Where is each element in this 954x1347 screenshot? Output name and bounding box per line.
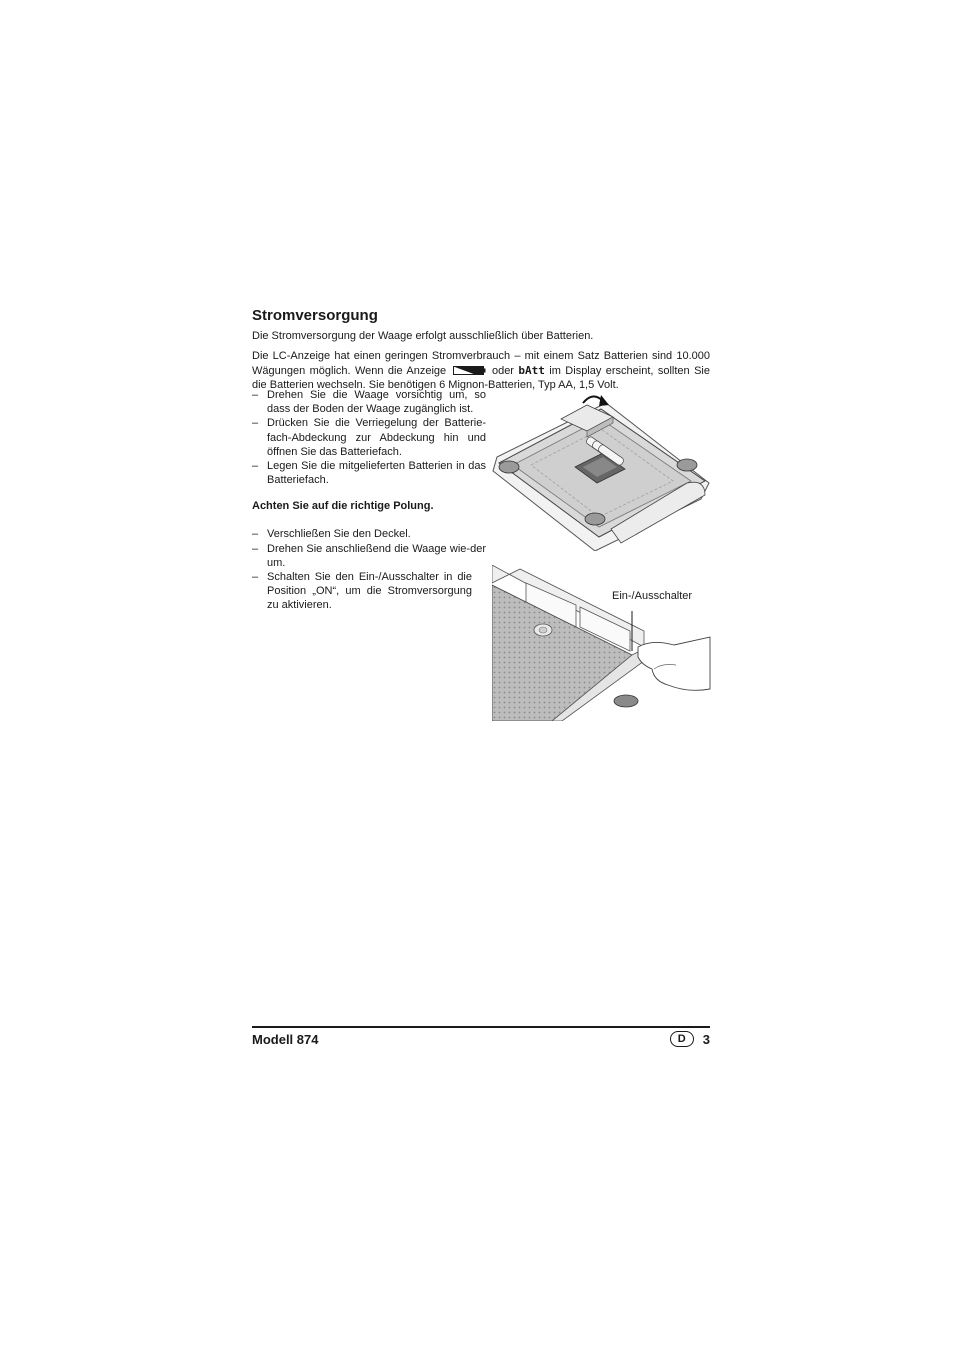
list-item: – Drehen Sie die Waage vorsichtig um, so dass der Boden der Waage zugänglich ist. (252, 388, 486, 416)
list-item: – Schalten Sie den Ein-/Ausschalter in die Position „ON“, um die Stromversorgung zu aktivieren. (252, 570, 472, 613)
scale-underside-illustration (491, 391, 713, 551)
consumption-text-b: im Display erscheint, sollten Sie die Batterien wechseln. Sie benötigen 6 Mignon-Batterien, Typ AA, 1,5 Volt. (252, 364, 710, 392)
switch-label: Ein-/Ausschalter (612, 590, 693, 602)
batt-display-text: bAtt (518, 363, 545, 377)
model-name: Modell 874 (252, 1032, 319, 1047)
country-badge: D (670, 1031, 694, 1047)
battery-low-icon (453, 366, 486, 375)
consumption-text-or: oder (491, 364, 514, 377)
footer-divider (252, 1026, 710, 1028)
consumption-paragraph (252, 349, 710, 392)
list-item: – Legen Sie die mitgelieferten Batterien in das Batteriefach. (252, 459, 486, 487)
steps-list-b (252, 527, 486, 612)
section-title: Stromversorgung (252, 307, 378, 324)
list-item: – Drücken Sie die Verriegelung der Batterie-fach-Abdeckung zur Abdeckung hin und öffnen Sie das Batteriefach. (252, 416, 486, 459)
list-item: – Drehen Sie anschließend die Waage wie-der um. (252, 542, 486, 570)
intro-paragraph: Die Stromversorgung der Waage erfolgt ausschließlich über Batterien. (252, 330, 594, 342)
page-footer-right (670, 1031, 710, 1047)
list-item: – Verschließen Sie den Deckel. (252, 527, 486, 541)
switch-illustration (492, 565, 714, 721)
polarity-note: Achten Sie auf die richtige Polung. (252, 500, 434, 513)
steps-list-a (252, 388, 486, 487)
page-number: 3 (702, 1031, 710, 1047)
content-area (252, 307, 710, 612)
consumption-text-a: Die LC-Anzeige hat einen geringen Stromverbrauch – mit einem Satz Batterien sind 10.000 Wägungen möglich. Wenn die Anzeige (252, 350, 710, 377)
instructions-column (252, 388, 486, 613)
